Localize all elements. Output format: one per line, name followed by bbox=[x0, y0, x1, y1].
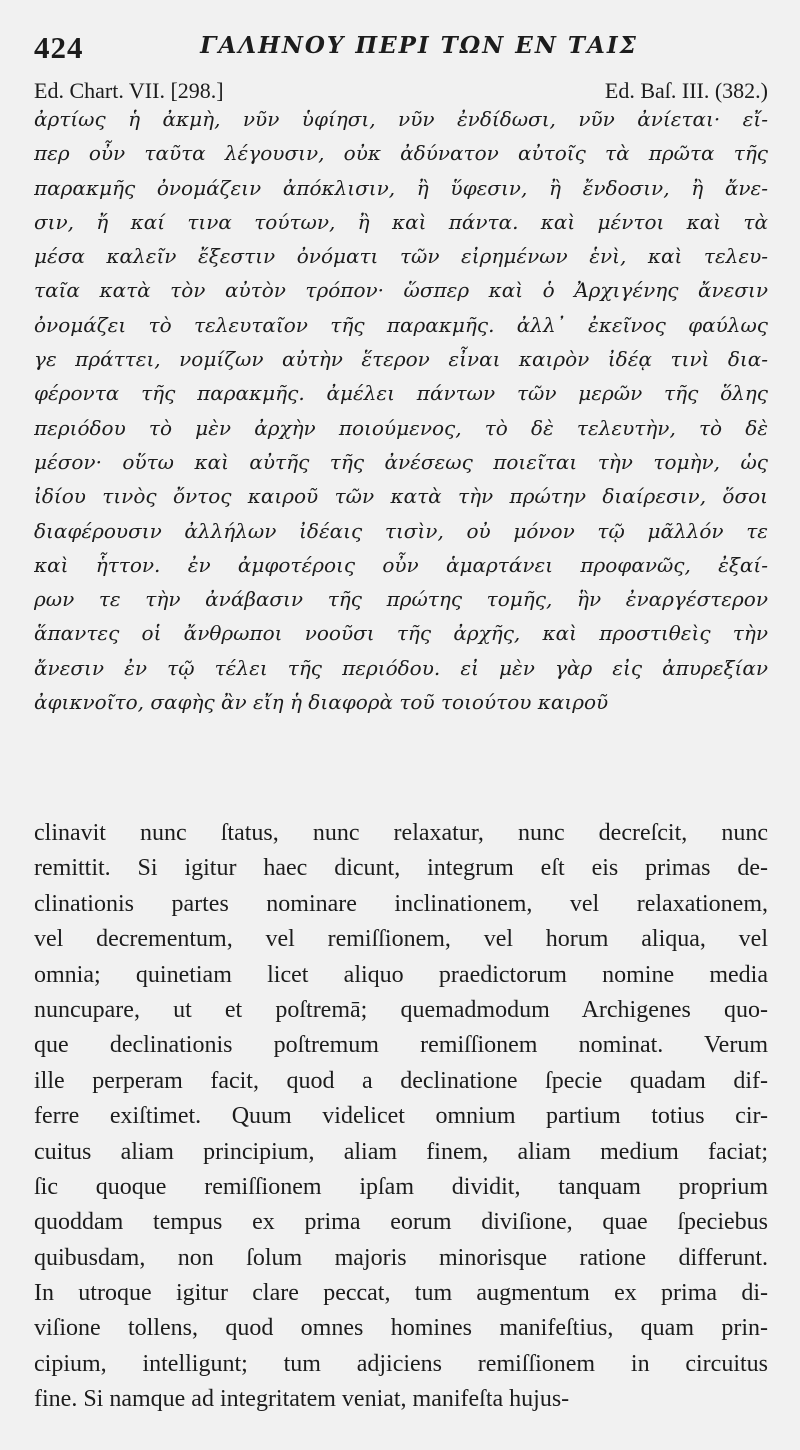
greek-text-line: ἄνεσιν ἐν τῷ τέλει τῆς περιόδου. εἰ μὲν γὰρ εἰς ἀπυρεξίαν bbox=[34, 655, 768, 680]
latin-text-line: vel decrementum, vel remiſſionem, vel horum aliqua, vel bbox=[34, 926, 768, 953]
greek-text-line: παρακμῆς ὀνομάζειν ἀπόκλισιν, ἢ ὕφεσιν, ἢ ἔνδοσιν, ἢ ἄνε- bbox=[34, 175, 768, 200]
latin-text-line: omnia; quinetiam licet aliquo praedictorum nomine media bbox=[34, 961, 768, 988]
latin-text-line: cipium, intelligunt; tum adjiciens remiſſionem in circuitus bbox=[34, 1350, 768, 1377]
edition-reference-chartier: Ed. Chart. VII. [298.] bbox=[34, 78, 224, 103]
page-number: 424 bbox=[34, 30, 84, 65]
latin-text-line: In utroque igitur clare peccat, tum augmentum ex prima di- bbox=[34, 1280, 768, 1307]
greek-text-line: διαφέρουσιν ἀλλήλων ἰδέαις τισὶν, οὐ μόνον τῷ μᾶλλόν τε bbox=[34, 518, 768, 543]
greek-text-line: μέσον· οὕτω καὶ αὐτῆς τῆς ἀνέσεως ποιεῖται τὴν τομὴν, ὡς bbox=[34, 449, 768, 474]
greek-text-line: ἅπαντες οἱ ἄνθρωποι νοοῦσι τῆς ἀρχῆς, καὶ προστιθεὶς τὴν bbox=[34, 621, 768, 646]
edition-reference-basel: Ed. Baſ. III. (382.) bbox=[604, 78, 768, 103]
latin-text-line: quoddam tempus ex prima eorum diviſione, quae ſpeciebus bbox=[34, 1209, 768, 1236]
greek-text-block bbox=[34, 102, 768, 719]
greek-text-line: γε πράττει, νομίζων αὐτὴν ἕτερον εἶναι καιρὸν ἰδέᾳ τινὶ δια- bbox=[34, 347, 768, 372]
greek-text-line: ταῖα κατὰ τὸν αὐτὸν τρόπον· ὥσπερ καὶ ὁ Ἀρχιγένης ἄνεσιν bbox=[34, 278, 768, 303]
greek-text-line: καὶ ἧττον. ἐν ἀμφοτέροις οὖν ἁμαρτάνει προφανῶς, ἐξαί- bbox=[34, 552, 768, 577]
page-header bbox=[34, 30, 774, 66]
latin-text-line: quibusdam, non ſolum majoris minorisque ratione differunt. bbox=[34, 1244, 768, 1271]
greek-text-line: μέσα καλεῖν ἔξεστιν ὀνόματι τῶν εἰρημένων ἑνὶ, καὶ τελευ- bbox=[34, 244, 768, 269]
latin-text-line: nuncupare, ut et poſtremā; quemadmodum Archigenes quo- bbox=[34, 996, 768, 1023]
greek-text-line: ἀφικνοῖτο, σαφὴς ἂν εἴη ἡ διαφορὰ τοῦ τοιούτου καιροῦ bbox=[34, 690, 609, 715]
latin-text-line: remittit. Si igitur haec dicunt, integrum eſt eis primas de- bbox=[34, 855, 768, 882]
latin-text-line: ſic quoque remiſſionem ipſam dividit, tanquam proprium bbox=[34, 1173, 768, 1200]
latin-text-line: clinavit nunc ſtatus, nunc relaxatur, nunc decreſcit, nunc bbox=[34, 820, 768, 846]
greek-text-line: περ οὖν ταῦτα λέγουσιν, οὐκ ἀδύνατον αὐτοῖς τὰ πρῶτα τῆς bbox=[34, 141, 768, 166]
greek-text-line: περιόδου τὸ μὲν ἀρχὴν ποιούμενος, τὸ δὲ τελευτὴν, τὸ δὲ bbox=[34, 415, 768, 440]
greek-text-line: σιν, ἤ καί τινα τούτων, ἢ καὶ πάντα. καὶ μέντοι καὶ τὰ bbox=[34, 209, 768, 234]
latin-text-line: viſione tollens, quod omnes homines manifeſtius, quam prin- bbox=[34, 1315, 768, 1342]
greek-text-line: ὀνομάζει τὸ τελευταῖον τῆς παρακμῆς. ἀλλ᾽ ἐκεῖνος φαύλως bbox=[34, 312, 768, 337]
latin-text-line: ferre exiſtimet. Quum videlicet omnium partium totius cir- bbox=[34, 1103, 768, 1130]
latin-text-line: fine. Si namque ad integritatem veniat, manifeſta hujus- bbox=[34, 1386, 570, 1413]
latin-text-line: que declinationis poſtremum remiſſionem nominat. Verum bbox=[34, 1032, 768, 1059]
latin-text-line: ille perperam facit, quod a declinatione ſpecie quadam dif- bbox=[34, 1067, 768, 1094]
latin-text-line: clinationis partes nominare inclinationem, vel relaxationem, bbox=[34, 890, 768, 917]
greek-text-line: ἀρτίως ἡ ἀκμὴ, νῦν ὑφίησι, νῦν ἐνδίδωσι, νῦν ἀνίεται· εἴ- bbox=[34, 107, 768, 131]
latin-text-line: cuitus aliam principium, aliam finem, aliam medium faciat; bbox=[34, 1138, 768, 1165]
latin-text-block bbox=[34, 816, 768, 1418]
greek-text-line: φέροντα τῆς παρακμῆς. ἀμέλει πάντων τῶν μερῶν τῆς ὅλης bbox=[34, 381, 768, 406]
greek-text-line: ρων τε τὴν ἀνάβασιν τῆς πρώτης τομῆς, ἣν ἐναργέστερον bbox=[34, 587, 768, 612]
greek-text-line: ἰδίου τινὸς ὄντος καιροῦ τῶν κατὰ τὴν πρώτην διαίρεσιν, ὅσοι bbox=[34, 484, 768, 509]
running-title: ΓΑΛΗΝΟΥ ΠΕΡΙ ΤΩΝ ΕΝ ΤΑΙΣ bbox=[200, 32, 638, 59]
